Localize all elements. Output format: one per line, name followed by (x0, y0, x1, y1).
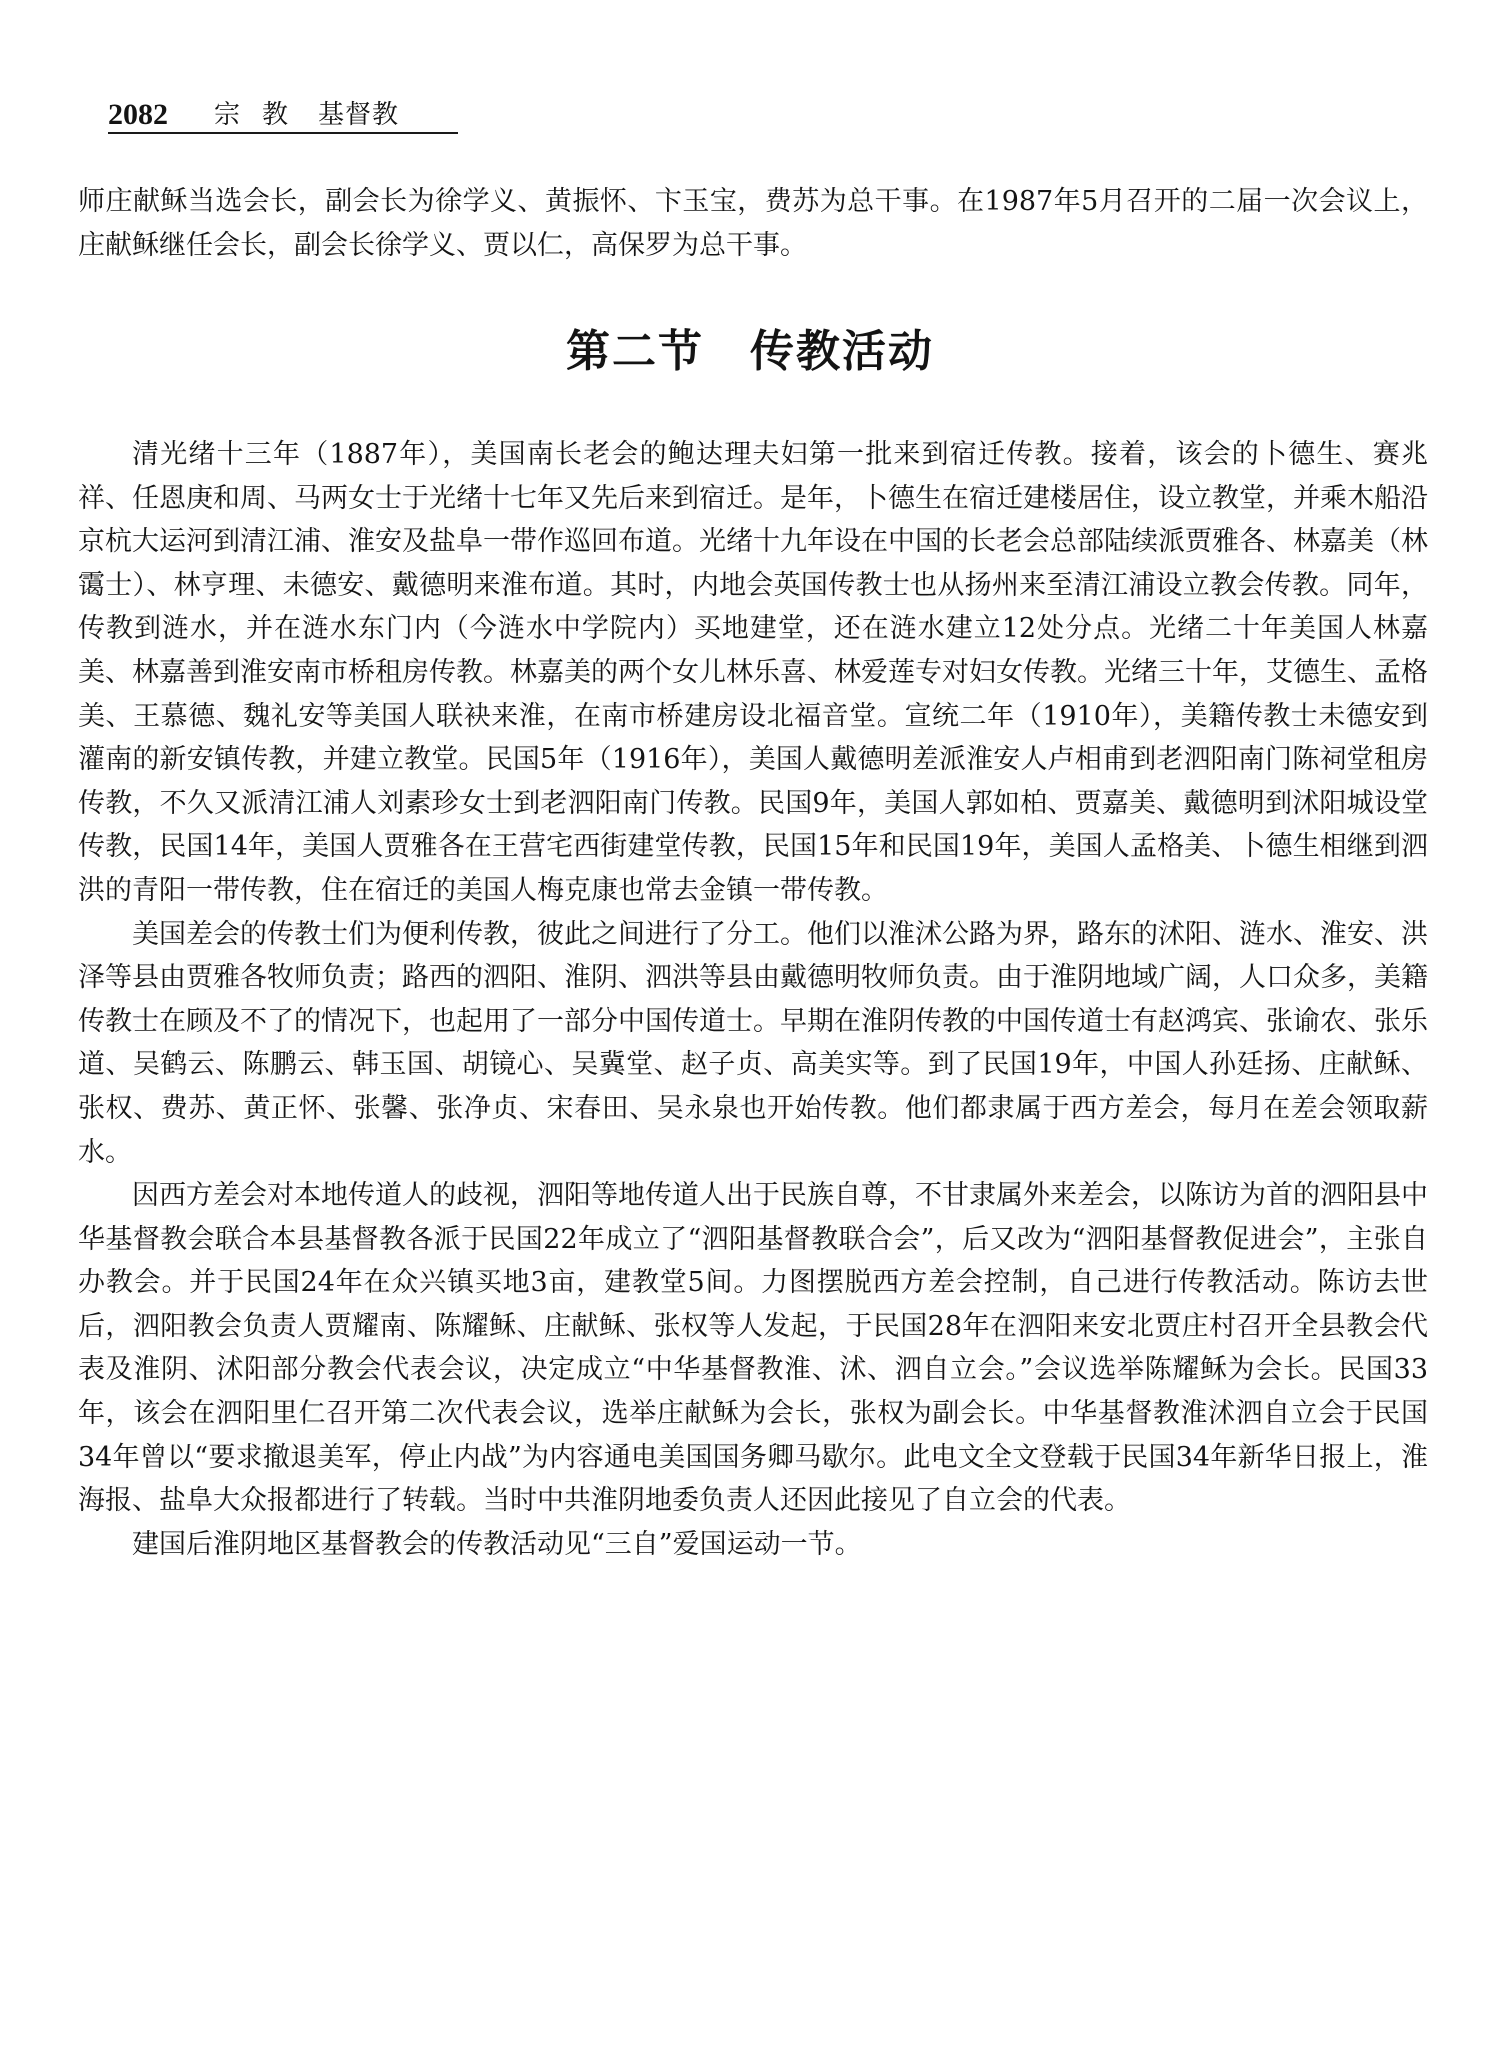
running-header (108, 88, 458, 134)
body-paragraph: 清光绪十三年（1887年），美国南长老会的鲍达理夫妇第一批来到宿迁传教。接着，该会的卜德生、赛兆祥、任恩庚和周、马两女士于光绪十七年又先后来到宿迁。是年，卜德生在宿迁建楼居住，设立教堂，并乘木船沿京杭大运河到清江浦、淮安及盐阜一带作巡回布道。光绪十九年设在中国的长老会总部陆续派贾雅各、林嘉美（林霭士）、林亨理、未德安、戴德明来淮布道。其时，内地会英国传教士也从扬州来至清江浦设立教会传教。同年，传教到涟水，并在涟水东门内（今涟水中学院内）买地建堂，还在涟水建立12处分点。光绪二十年美国人林嘉美、林嘉善到淮安南市桥租房传教。林嘉美的两个女儿林乐喜、林爱莲专对妇女传教。光绪三十年，艾德生、孟格美、王慕德、魏礼安等美国人联袂来淮，在南市桥建房设北福音堂。宣统二年（1910年），美籍传教士未德安到灌南的新安镇传教，并建立教堂。民国5年（1916年），美国人戴德明差派淮安人卢相甫到老泗阳南门陈祠堂租房传教，不久又派清江浦人刘素珍女士到老泗阳南门传教。民国9年，美国人郭如柏、贾嘉美、戴德明到沭阳城设堂传教，民国14年，美国人贾雅各在王营宅西街建堂传教，民国15年和民国19年，美国人孟格美、卜德生相继到泗洪的青阳一带传教，住在宿迁的美国人梅克康也常去金镇一带传教。 (78, 439, 1428, 906)
body-paragraph: 因西方差会对本地传道人的歧视，泗阳等地传道人出于民族自尊，不甘隶属外来差会，以陈访为首的泗阳县中华基督教会联合本县基督教各派于民国22年成立了“泗阳基督教联合会”，后又改为“泗阳基督教促进会”，主张自办教会。并于民国24年在众兴镇买地3亩，建教堂5间。力图摆脱西方差会控制，自己进行传教活动。陈访去世后，泗阳教会负责人贾耀南、陈耀稣、庄献稣、张权等人发起，于民国28年在泗阳来安北贾庄村召开全县教会代表及淮阴、沭阳部分教会代表会议，决定成立“中华基督教淮、沭、泗自立会。”会议选举陈耀稣为会长。民国33年，该会在泗阳里仁召开第二次代表会议，选举庄献稣为会长，张权为副会长。中华基督教淮沭泗自立会于民国34年曾以“要求撤退美军，停止内战”为内容通电美国国务卿马歇尔。此电文全文登载于民国34年新华日报上，淮海报、盐阜大众报都进行了转载。当时中共淮阴地委负责人还因此接见了自立会的代表。 (78, 1180, 1428, 1517)
header-subcategory: 基督教 (318, 100, 400, 130)
body-paragraph: 美国差会的传教士们为便利传教，彼此之间进行了分工。他们以淮沭公路为界，路东的沭阳、涟水、淮安、洪泽等县由贾雅各牧师负责；路西的泗阳、淮阴、泗洪等县由戴德明牧师负责。由于淮阴地域广阔，人口众多，美籍传教士在顾及不了的情况下，也起用了一部分中国传道士。早期在淮阴传教的中国传道士有赵鸿宾、张谕农、张乐道、吴鹤云、陈鹏云、韩玉国、胡镜心、吴冀堂、赵子贞、高美实等。到了民国19年，中国人孙廷扬、庄献稣、张权、费苏、黄正怀、张馨、张净贞、宋春田、吴永泉也开始传教。他们都隶属于西方差会，每月在差会领取薪水。 (78, 918, 1428, 1168)
intro-paragraph: 师庄献稣当选会长，副会长为徐学义、黄振怀、卞玉宝，费苏为总干事。在1987年5月召开的二届一次会议上，庄献稣继任会长，副会长徐学义、贾以仁，高保罗为总干事。 (78, 186, 1428, 261)
page-number: 2082 (108, 98, 168, 131)
header-category: 宗教 (214, 100, 311, 130)
section-body (78, 433, 1428, 1566)
section-title: 第二节 传教活动 (566, 326, 934, 377)
body-paragraph: 建国后淮阴地区基督教会的传教活动见“三自”爱国运动一节。 (132, 1528, 862, 1560)
